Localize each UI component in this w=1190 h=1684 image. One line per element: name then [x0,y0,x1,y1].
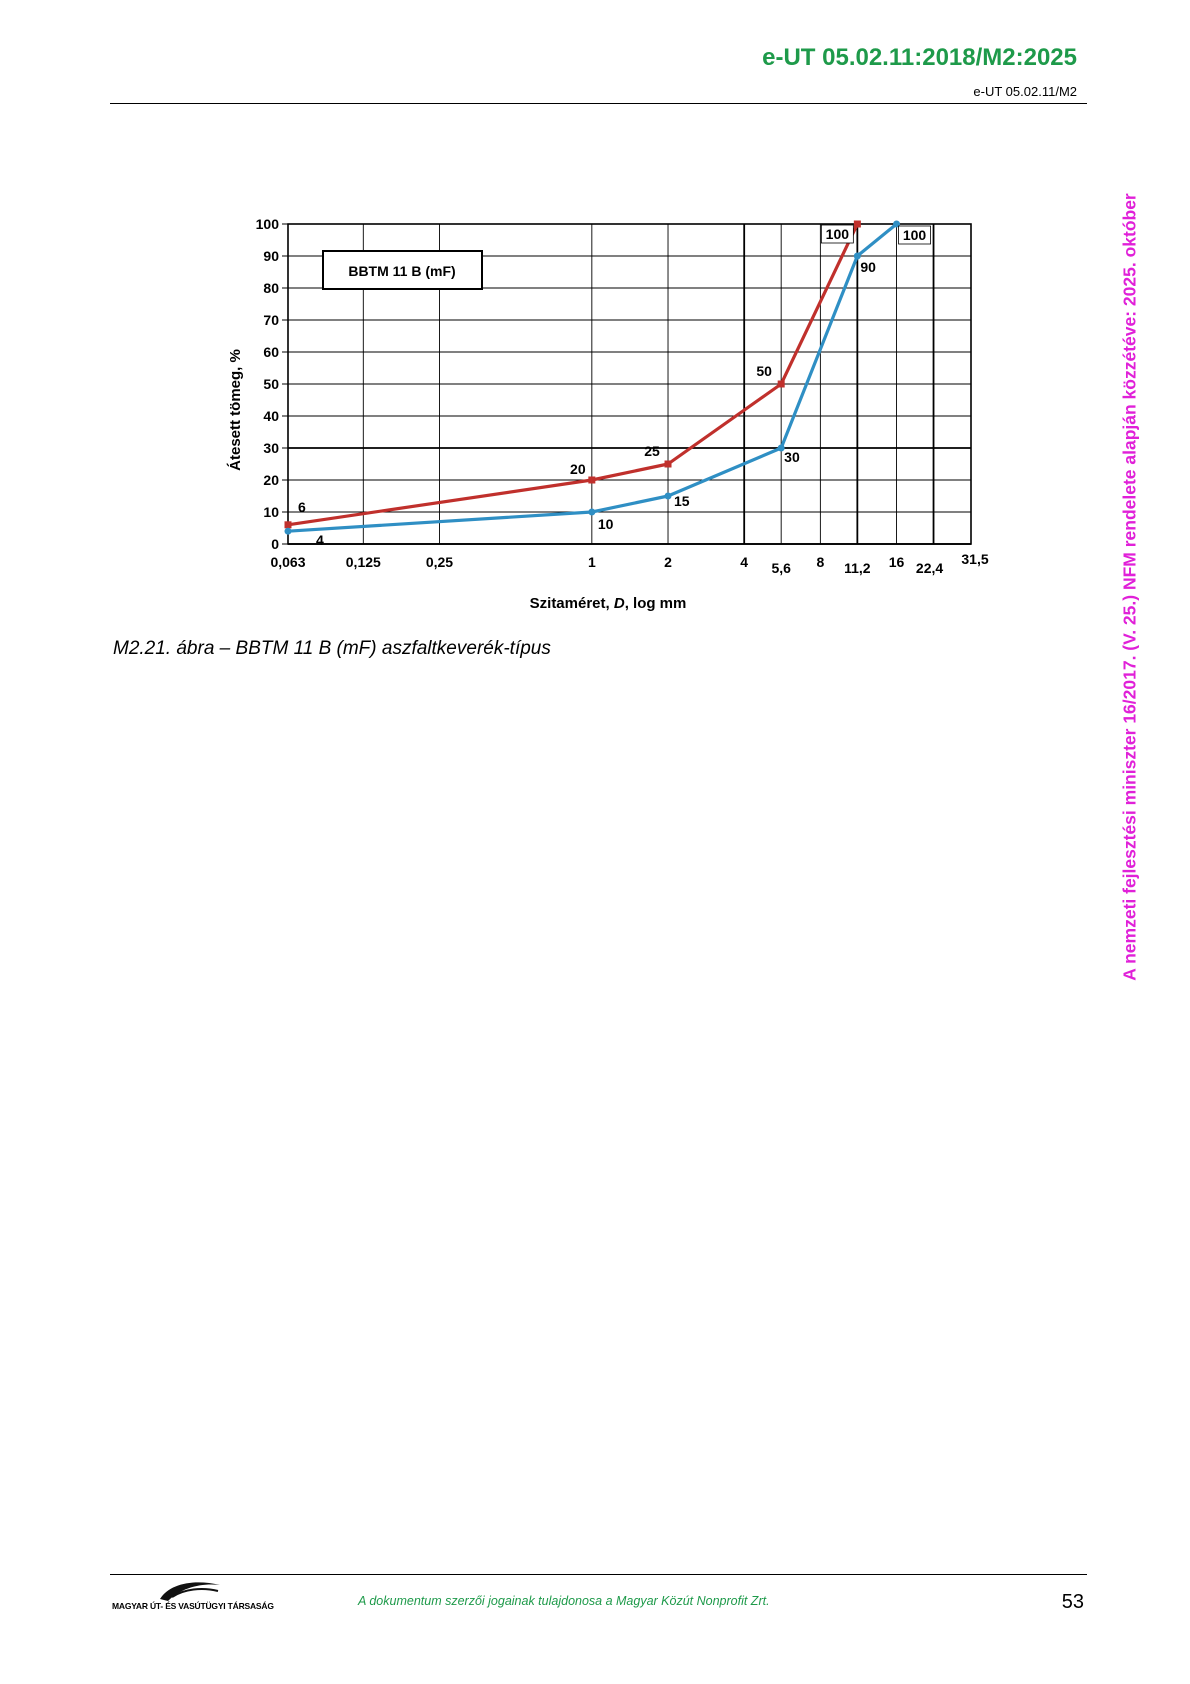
company-logo [110,1577,274,1617]
grading-chart [0,0,1190,640]
y-tick-label: 20 [263,472,279,488]
data-label: 100 [825,226,850,242]
y-tick-label: 50 [263,376,279,392]
x-tick-label: 0,063 [270,554,306,570]
figure-caption: M2.21. ábra – BBTM 11 B (mF) aszfaltkeverék-típus [113,638,551,659]
data-label: 15 [674,493,690,509]
x-axis-label-variable: D [613,595,625,612]
x-tick-label: 31,5 [961,551,989,567]
page-number: 53 [1061,1591,1084,1613]
y-tick-label: 70 [263,312,279,328]
data-label: 90 [860,259,876,275]
x-tick-label: 4 [740,554,749,570]
x-tick-label: 1 [587,554,596,570]
logo-swoosh-icon [110,1577,270,1603]
x-tick-label: 2 [664,554,672,570]
copyright-notice: A dokumentum szerzői jogainak tulajdonosa a Magyar Közút Nonprofit Zrt. [358,1594,770,1608]
data-label: 25 [644,443,660,459]
y-tick-label: 10 [263,504,279,520]
data-label: 10 [597,516,614,532]
data-point [665,493,672,500]
data-label: 20 [570,461,586,477]
x-tick-label: 22,4 [915,560,944,576]
data-point [778,381,785,388]
chart-title-box [323,251,482,289]
y-tick-label: 60 [263,344,279,360]
chart-title: BBTM 11 B (mF) [348,263,456,279]
y-tick-label: 90 [263,248,279,264]
document-subcode: e-UT 05.02.11/M2 [973,84,1077,99]
data-label: 50 [756,363,772,379]
x-axis-label-prefix: Szitaméret, [529,595,614,612]
data-point [665,461,672,468]
data-point [588,509,595,516]
y-tick-label: 0 [271,536,279,552]
data-label: 6 [298,498,306,515]
x-tick-label: 8 [816,554,825,570]
logo-text: MAGYAR ÚT- ÉS VASÚTÜGYI TÁRSASÁG [112,1601,274,1611]
data-label: 30 [784,449,800,465]
x-tick-label: 11,2 [844,560,871,576]
y-axis-label: Átesett tömeg, % [227,349,244,471]
y-tick-label: 100 [255,216,279,232]
x-tick-label: 5,6 [771,560,791,576]
data-point [285,521,292,528]
document-code: e-UT 05.02.11:2018/M2:2025 [762,44,1077,71]
footer-rule [110,1574,1087,1575]
x-axis-label [530,595,687,612]
data-point [588,477,595,484]
data-point [285,528,292,535]
data-label: 4 [316,532,324,549]
x-tick-label: 0,125 [345,554,381,570]
x-tick-label: 16 [888,554,905,570]
x-axis-label-suffix: , log mm [624,595,687,612]
publication-notice: A nemzeti fejlesztési miniszter 16/2017. (V. 25.) NFM rendelete alapján közzétéve: 2025. október [1119,193,1140,981]
y-tick-label: 30 [263,440,279,456]
data-label: 100 [902,227,927,243]
x-tick-label: 0,25 [425,554,454,570]
y-tick-label: 40 [263,408,279,424]
data-point [854,221,861,228]
y-tick-label: 80 [263,280,279,296]
